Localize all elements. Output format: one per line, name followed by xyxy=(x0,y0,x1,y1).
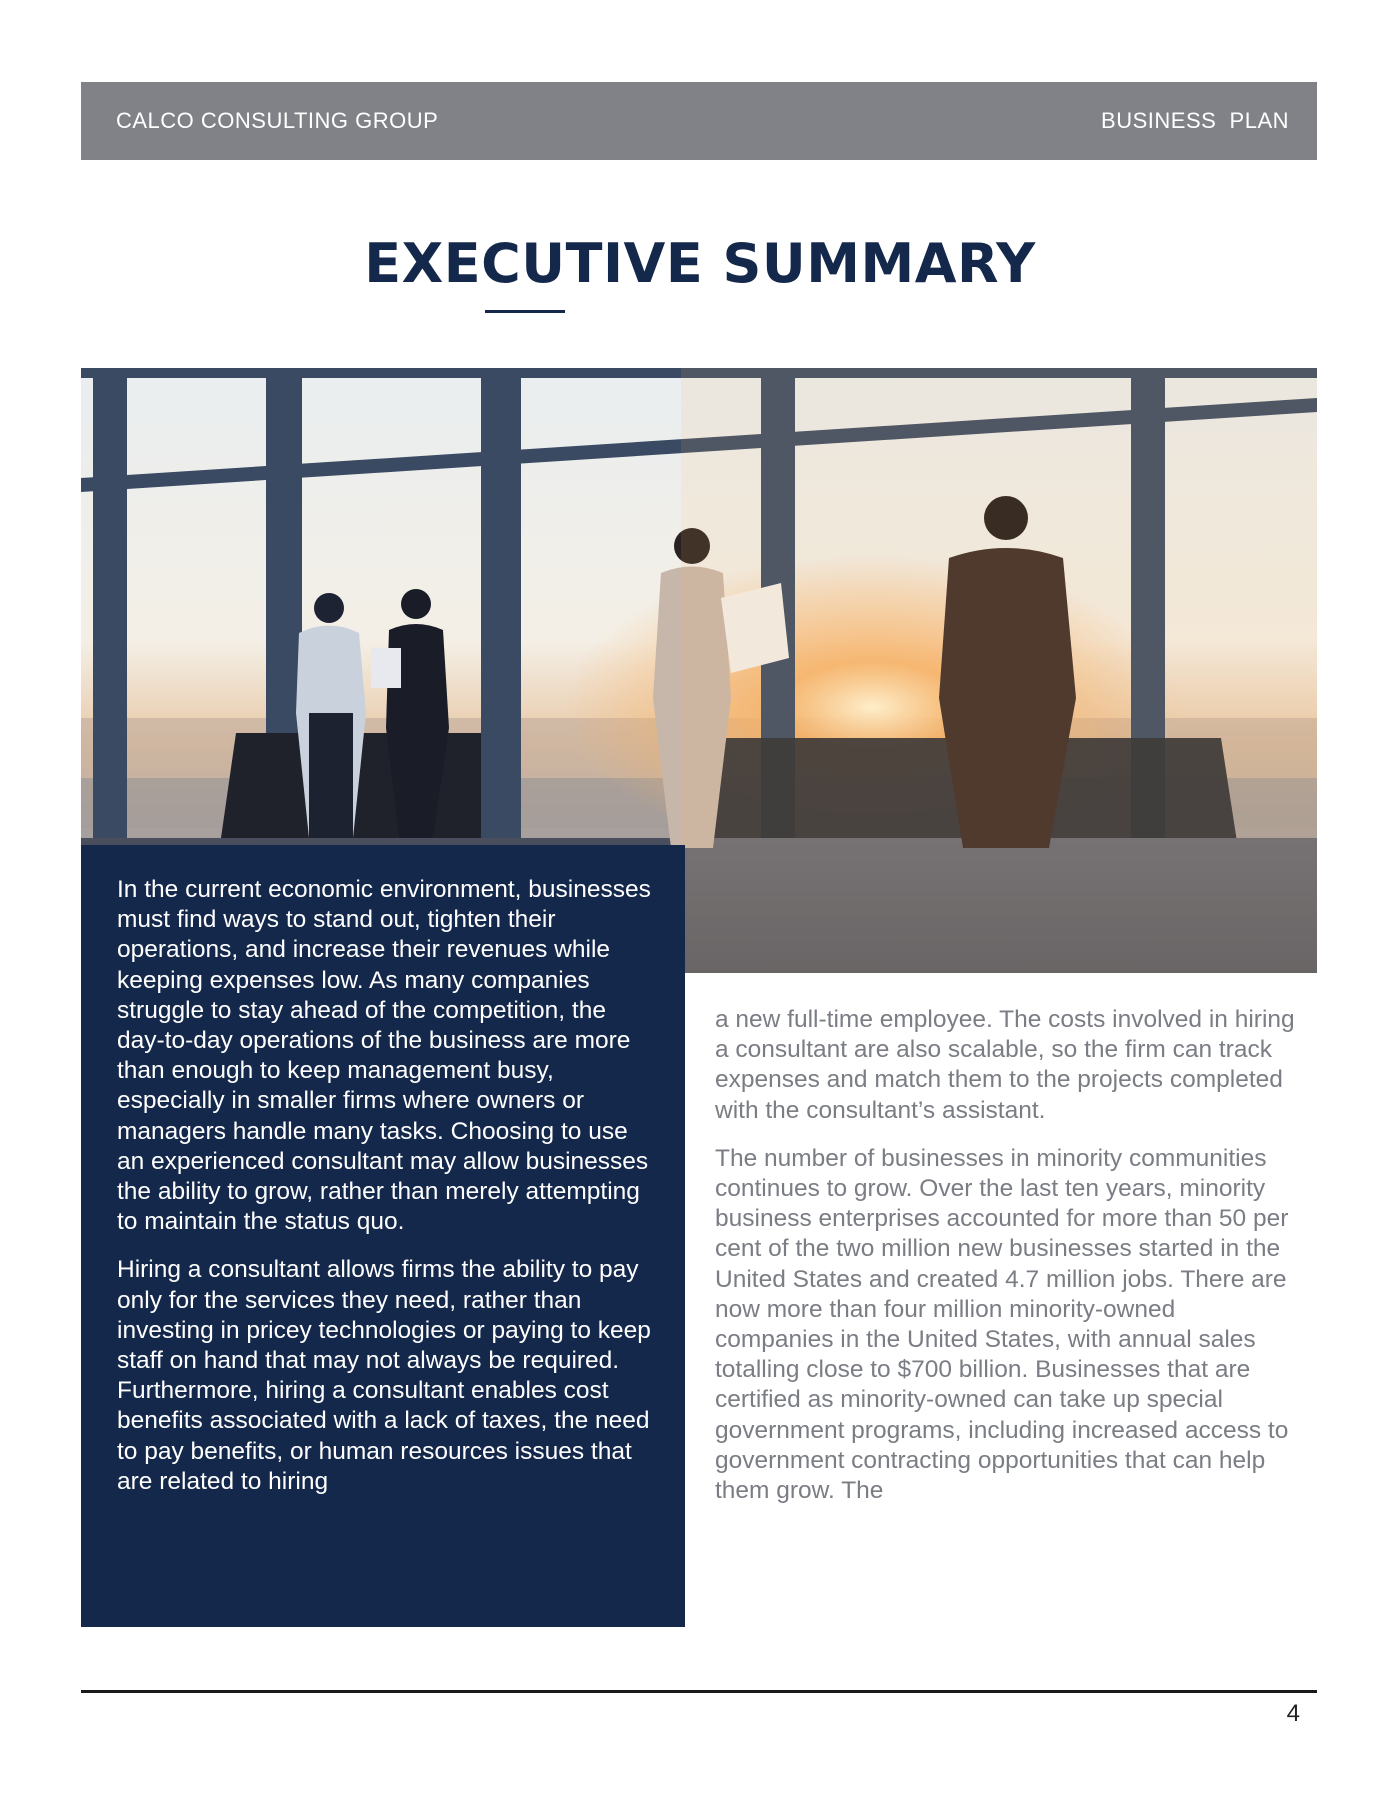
page-title: EXECUTIVE SUMMARY xyxy=(364,232,1036,295)
left-paragraph-2: Hiring a consultant allows firms the ability to pay only for the services they need, rather than investing in pricey technologies or paying to keep staff on hand that may not always be required. Furthermore, hiring a consultant enables cost benefits associated with a lack of taxes, the need to pay benefits, or human resources issues that are related to hiring xyxy=(117,1256,651,1495)
document-type: BUSINESS PLAN xyxy=(1101,108,1289,133)
title-underline xyxy=(485,310,565,313)
right-paragraph-2: The number of businesses in minority communities continues to grow. Over the last ten years, minority business enterprises accounted for more than 50 per cent of the two million new businesses started in the United States and created 4.7 million jobs. There are now more than four million minority-owned companies in the United States, with annual sales totalling close to $700 billion. Businesses that are certified as minority-owned can take up special government programs, including increased access to government contracting opportunities that can help them grow. The xyxy=(715,1144,1289,1505)
footer-rule xyxy=(81,1690,1317,1693)
company-name: CALCO CONSULTING GROUP xyxy=(116,108,439,133)
page-number: 4 xyxy=(1286,1700,1300,1727)
left-paragraph-1: In the current economic environment, businesses must find ways to stand out, tighten their operations, and increase their revenues while keeping expenses low. As many companies struggle to stay ahead of the competition, the day-to-day operations of the business are more than enough to keep management busy, especially in smaller firms where owners or managers handle many tasks. Choosing to use an experienced consultant may allow businesses the ability to grow, rather than merely attempting to maintain the status quo. xyxy=(117,876,651,1236)
right-column xyxy=(715,1005,1295,1524)
highlight-text-box xyxy=(81,845,685,1627)
right-paragraph-1: a new full-time employee. The costs involved in hiring a consultant are also scalable, so the firm can track expenses and match them to the projects completed with the consultant’s assistant. xyxy=(715,1006,1295,1124)
header-bar xyxy=(81,82,1317,160)
